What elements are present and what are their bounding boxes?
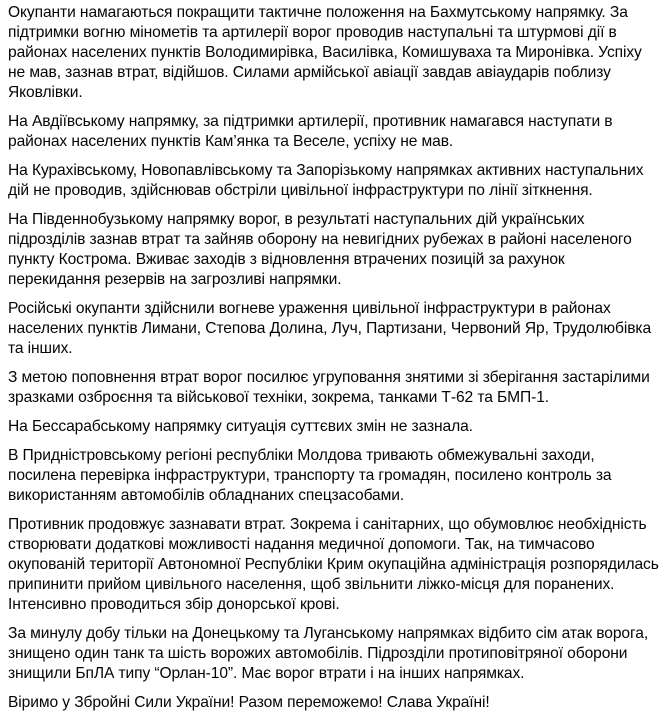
paragraph-kurakhove: На Курахівському, Новопавлівському та Запорізькому напрямках активних наступальних дій не проводив, здійснював обстріли цивільної інфраструктури по лінії зіткнення. <box>8 162 644 199</box>
paragraph-losses: Противник продовжує зазнавати втрат. Зокрема і санітарних, що обумовлює необхідність створювати додаткові можливості надання медичної допомоги. Так, на тимчасово окупованій території Автономної Республіки Крим окупаційна адміністрація розпорядилась припинити прийом цивільного населення, щоб звільнити ліжко-місця для поранених. Інтенсивно проводиться збір донорської крові. <box>8 516 659 613</box>
paragraph-avdiivka: На Авдіївському напрямку, за підтримки артилерії, противник намагався наступати в районах населених пунктів Кам’янка та Веселе, успіху не мав. <box>8 113 613 150</box>
paragraph-bessarabia: На Бессарабському напрямку ситуація суттєвих змін не зазнала. <box>8 418 473 435</box>
paragraph-closing: Віримо у Збройні Сили України! Разом переможемо! Слава Україні! <box>8 694 490 711</box>
paragraph-transnistria: В Придністровському регіоні республіки Молдова тривають обмежувальні заходи, посилена перевірка інфраструктури, транспорту та громадян, посилено контроль за використанням автомобілів обладнаних спецзасобами. <box>8 447 612 504</box>
paragraph-bakhmut: Окупанти намагаються покращити тактичне положення на Бахмутському напрямку. За підтримки вогню мінометів та артилерії ворог проводив наступальні та штурмові дії в районах населених пунктів Володимирівка, Василівка, Комишуваха та Миронівка. Успіху не мав, зазнав втрат, відійшов. Силами армійської авіації завдав авіаударів поблизу Яковлівки. <box>8 4 642 101</box>
paragraph-reinforcement: З метою поповнення втрат ворог посилює угруповання знятими зі зберігання застарілими зразками озброєння та військової техніки, зокрема, танками Т-62 та БМП-1. <box>8 369 650 406</box>
paragraph-daily-summary: За минулу добу тільки на Донецькому та Луганському напрямках відбито сім атак ворога, знищено один танк та шість ворожих автомобілів. Підрозділи протиповітряної оборони знищили БпЛА типу “Орлан-10”. Має ворог втрати і на інших напрямках. <box>8 625 649 682</box>
paragraph-shelling: Російські окупанти здійснили вогневе ураження цивільної інфраструктури в районах населених пунктів Лимани, Степова Долина, Луч, Партизани, Червоний Яр, Трудолюбівка та інших. <box>8 300 652 357</box>
paragraph-pivdennobuzkyi: На Південнобузькому напрямку ворог, в результаті наступальних дій українських підрозділів зазнав втрат та зайняв оборону на невигідних рубежах в районі населеного пункту Кострома. Вживає заходів з відновлення втрачених позицій за рахунок перекидання резервів на загрозливі напрямки. <box>8 211 632 288</box>
